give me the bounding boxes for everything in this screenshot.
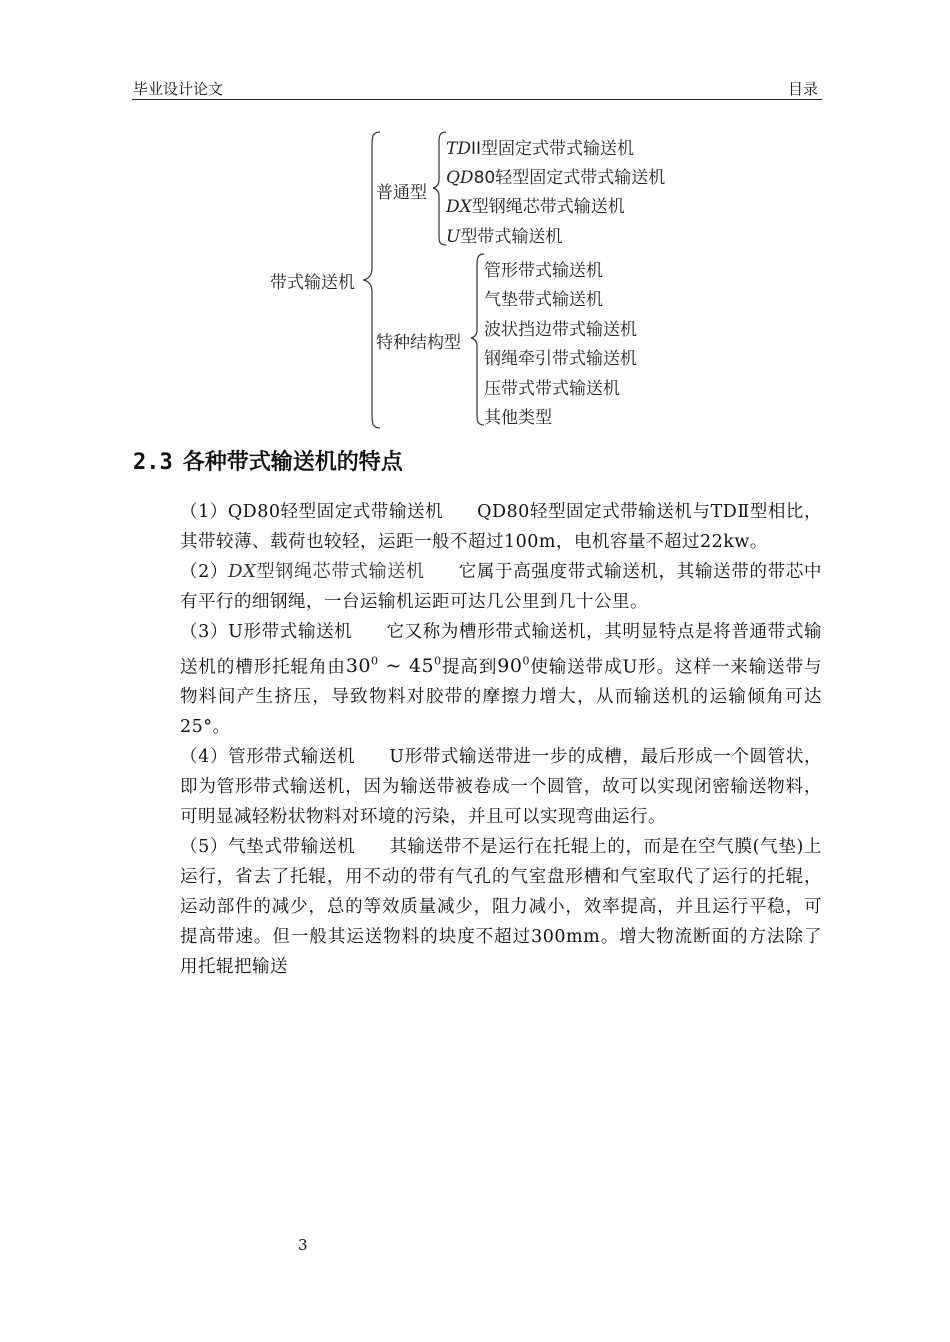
section-heading: 2.3 各种带式输送机的特点 [133, 450, 403, 475]
angle-formula: $90^0$ [497, 655, 530, 678]
angle-formula: $30^0$ ~ $45^0$ [345, 655, 442, 678]
inline-term-image: DX型钢绳芯带式输送机 [228, 561, 425, 582]
tree-leaf: TDII型固定式带式输送机 [446, 139, 634, 159]
section-body [180, 497, 822, 982]
page-number: 3 [298, 1236, 308, 1254]
tree-leaf: 管形带式输送机 [484, 261, 603, 281]
tree-group-label: 特种结构型 [376, 333, 461, 353]
tree-leaf: 波状挡边带式输送机 [484, 320, 637, 340]
tree-leaf: DX型钢绳芯带式输送机 [446, 197, 625, 217]
page-header-right: 目录 [787, 80, 818, 98]
tree-root-label: 带式输送机 [270, 273, 355, 293]
page-header-left: 毕业设计论文 [133, 80, 224, 98]
tree-leaf: 气垫带式输送机 [484, 290, 603, 310]
paragraph: （5）气垫式带输送机 其输送带不是运行在托辊上的，而是在空气膜(气垫)上运行，省去了托辊，用不动的带有气孔的气室盘形槽和气室取代了运行的托辊，运动部件的减少，总的等效质量减少，阻力减小，效率提高，并且运行平稳，可提高带速。但一般其运送物料的块度不超过300mm。增大物流断面的方法除了用托辊把输送 [180, 837, 822, 978]
paragraph: （3）U形带式输送机 它又称为槽形带式输送机，其明显特点是将普通带式输送机的槽形托辊角由$30^0$ ~ $45^0$提高到$90^0$使输送带成U形。这样一来输送带与物料间产生挤压，导致物料对胶带的摩擦力增大，从而输送机的运输倾角可达25°。 [180, 622, 823, 738]
tree-leaf: 其他类型 [484, 408, 552, 428]
tree-leaf: 压带式带式输送机 [484, 379, 620, 399]
tree-group-label: 普通型 [376, 183, 427, 203]
paragraph: （1）QD80轻型固定式带输送机 QD80轻型固定式带输送机与TDⅡ型相比，其带较薄、载荷也较轻，运距一般不超过100m，电机容量不超过22kw。 [180, 502, 823, 552]
tree-leaf: QD80轻型固定式带式输送机 [446, 168, 666, 188]
tree-leaf: 钢绳牵引带式输送机 [484, 349, 637, 369]
classification-tree [0, 0, 950, 440]
paragraph: （2）DX型钢绳芯带式输送机 它属于高强度带式输送机，其输送带的带芯中有平行的细钢绳，一台运输机运距可达几公里到几十公里。 [180, 561, 823, 612]
tree-braces [0, 0, 950, 440]
paragraph: （4）管形带式输送机 U形带式输送带进一步的成槽，最后形成一个圆管状，即为管形带式输送机，因为输送带被卷成一个圆管，故可以实现闭密输送物料，可明显减轻粉状物料对环境的污染，并且可以实现弯曲运行。 [180, 747, 822, 828]
tree-leaf: U型带式输送机 [446, 227, 563, 247]
